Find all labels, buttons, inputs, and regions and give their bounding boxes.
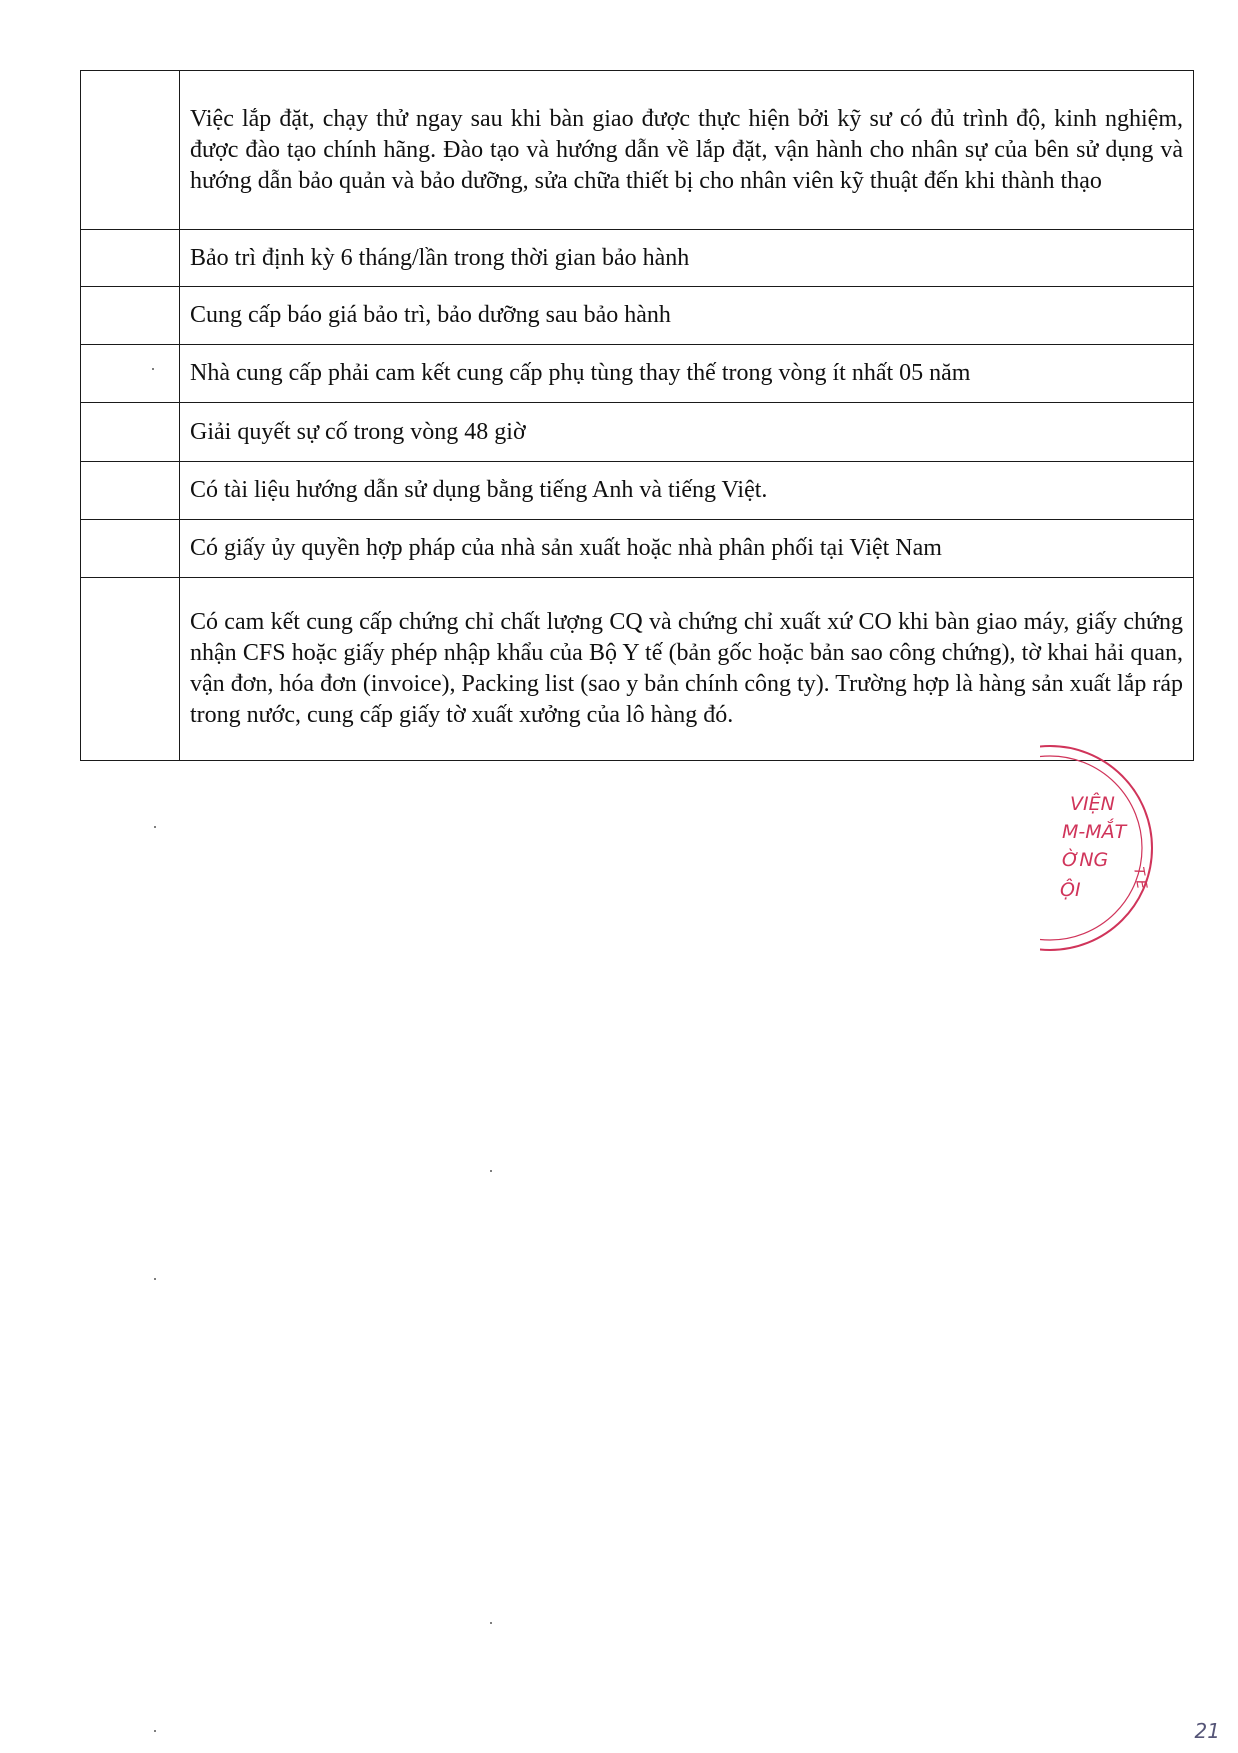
row-number-cell [81,230,180,287]
scan-speck [154,1730,156,1732]
row-text-cell: Việc lắp đặt, chạy thử ngay sau khi bàn giao được thực hiện bởi kỹ sư có đủ trình độ, kinh nghiệm, được đào tạo chính hãng. Đào tạo và hướng dẫn về lắp đặt, vận hành cho nhân sự của bên sử dụng và hướng dẫn bảo quản và bảo dưỡng, sửa chữa thiết bị cho nhân viên kỹ thuật đến khi thành thạo [180,71,1194,230]
table-row [81,462,1194,520]
table-row [81,230,1194,287]
row-number-cell [81,403,180,462]
table-row [81,520,1194,578]
row-number-cell [81,578,180,761]
row-number-cell [81,345,180,403]
table-row [81,71,1194,230]
row-text-cell: Có giấy ủy quyền hợp pháp của nhà sản xuất hoặc nhà phân phối tại Việt Nam [180,520,1194,578]
table-row [81,345,1194,403]
row-number-cell [81,287,180,345]
row-text-cell: Giải quyết sự cố trong vòng 48 giờ [180,403,1194,462]
row-text-cell: Có cam kết cung cấp chứng chỉ chất lượng CQ và chứng chỉ xuất xứ CO khi bàn giao máy, giấy chứng nhận CFS hoặc giấy phép nhập khẩu của Bộ Y tế (bản gốc hoặc bản sao công chứng), tờ khai hải quan, vận đơn, hóa đơn (invoice), Packing list (sao y bản chính công ty). Trường hợp là hàng sản xuất lắp ráp trong nước, cung cấp giấy tờ xuất xưởng của lô hàng đó. [180,578,1194,761]
scan-speck [490,1622,492,1624]
stamp-graphic [1040,738,1170,958]
requirements-table [80,70,1194,761]
table-row [81,403,1194,462]
stamp-inner-ring [1040,756,1142,940]
row-text-cell: Nhà cung cấp phải cam kết cung cấp phụ tùng thay thế trong vòng ít nhất 05 năm [180,345,1194,403]
stamp-edge-text: T E [1130,865,1150,891]
scan-speck [154,1278,156,1280]
stamp-outer-ring [1040,746,1152,950]
stamp-text-line: ỘI [1060,879,1081,901]
row-text-cell: Bảo trì định kỳ 6 tháng/lần trong thời gian bảo hành [180,230,1194,287]
row-text-cell: Có tài liệu hướng dẫn sử dụng bằng tiếng Anh và tiếng Việt. [180,462,1194,520]
scan-speck [152,368,154,370]
row-number-cell [81,520,180,578]
stamp-text-line: VIỆN [1070,793,1115,815]
stamp-text-line: M-MẮT [1062,821,1127,843]
stamp-text-line: ỜNG [1062,849,1109,871]
page-number: 21 [1194,1719,1220,1743]
table-row [81,287,1194,345]
official-stamp [1040,738,1170,958]
table-row [81,578,1194,761]
row-number-cell [81,462,180,520]
row-text-cell: Cung cấp báo giá bảo trì, bảo dưỡng sau bảo hành [180,287,1194,345]
scan-speck [154,826,156,828]
row-number-cell [81,71,180,230]
scan-speck [490,1170,492,1172]
